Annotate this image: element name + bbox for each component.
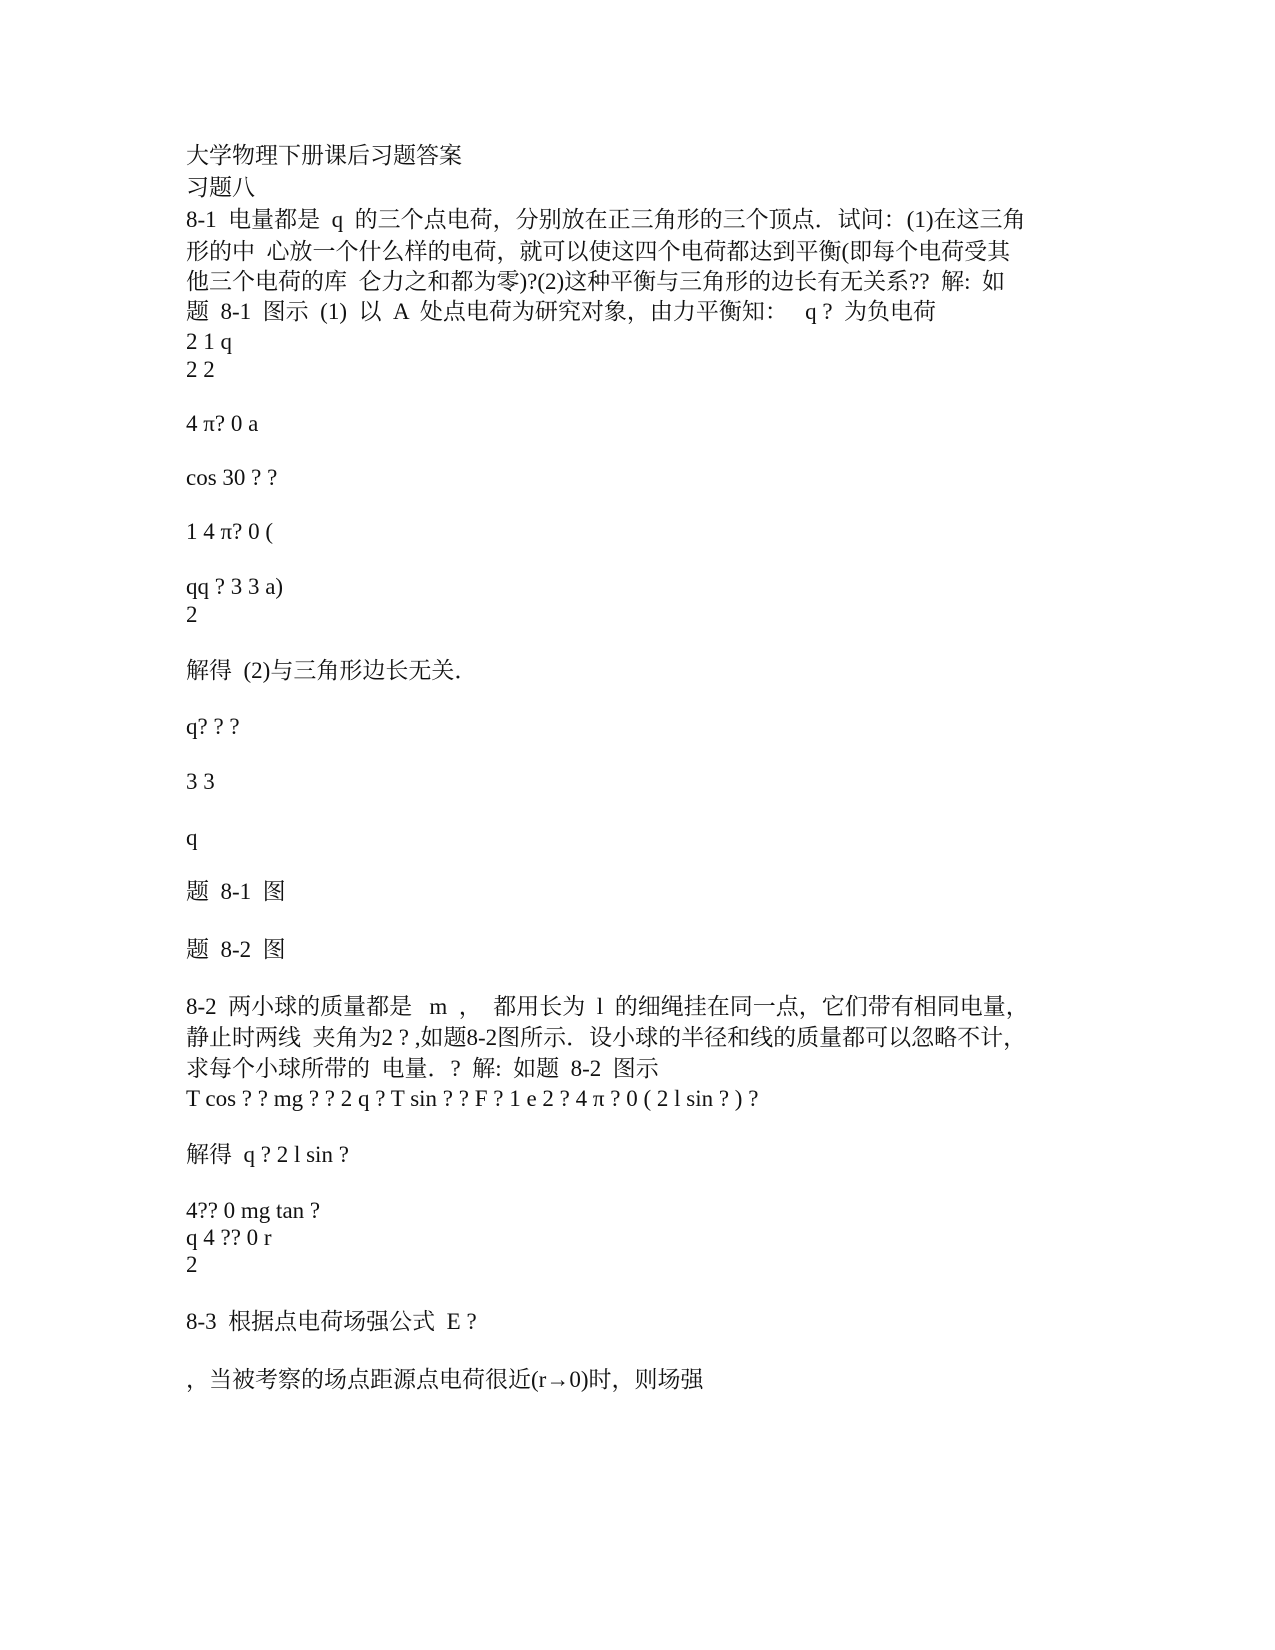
text-line: 8-1 电量都是 q 的三个点电荷，分别放在正三角形的三个顶点．试问：(1)在这三角 [186, 207, 1026, 232]
text-line: 解得 (2)与三角形边长无关． [186, 658, 478, 683]
text-line: 求每个小球所带的 电量．? 解: 如题 8-2 图示 [186, 1056, 659, 1081]
formula-line: q 4 ?? 0 r [186, 1225, 272, 1250]
document-title: 大学物理下册课后习题答案 [186, 143, 462, 168]
formula-line: 4?? 0 mg tan ? [186, 1198, 321, 1223]
formula-line: q? ? ? [186, 714, 240, 739]
formula-line: T cos ? ? mg ? ? 2 q ? T sin ? ? F ? 1 e 2 ? 4 π ? 0 ( 2 l sin ? ) ? [186, 1086, 759, 1111]
formula-line: q [186, 825, 198, 850]
text-line: 他三个电荷的库 仑力之和都为零)?(2)这种平衡与三角形的边长有无关系?? 解: 如 [186, 269, 1005, 294]
formula-line: 3 3 [186, 769, 215, 794]
formula-line: qq ? 3 3 a) [186, 574, 284, 599]
formula-line: 2 [186, 602, 198, 627]
text-line: 题 8-1 图示 (1) 以 A 处点电荷为研究对象，由力平衡知： q ? 为负电荷 [186, 299, 937, 324]
chapter-heading: 习题八 [186, 175, 255, 200]
text-line: 8-2 两小球的质量都是 m ， 都用长为 l 的细绳挂在同一点，它们带有相同电量， [186, 994, 1029, 1019]
figure-caption: 题 8-1 图 [186, 879, 286, 904]
text-line: 静止时两线 夹角为2 ? ,如题8-2图所示．设小球的半径和线的质量都可以忽略不计， [186, 1025, 1027, 1050]
text-line: 8-3 根据点电荷场强公式 E ? [186, 1309, 477, 1334]
text-line: ，当被考察的场点距源点电荷很近(r→0)时，则场强 [186, 1367, 704, 1392]
formula-line: 2 1 q [186, 329, 232, 354]
formula-line: cos 30 ? ? [186, 465, 278, 490]
formula-line: 4 π? 0 a [186, 411, 259, 436]
formula-line: 2 2 [186, 357, 215, 382]
figure-caption: 题 8-2 图 [186, 937, 286, 962]
formula-line: 解得 q ? 2 l sin ? [186, 1142, 349, 1167]
text-line: 形的中 心放一个什么样的电荷，就可以使这四个电荷都达到平衡(即每个电荷受其 [186, 239, 1011, 264]
formula-line: 2 [186, 1252, 198, 1277]
formula-line: 1 4 π? 0 ( [186, 519, 273, 544]
